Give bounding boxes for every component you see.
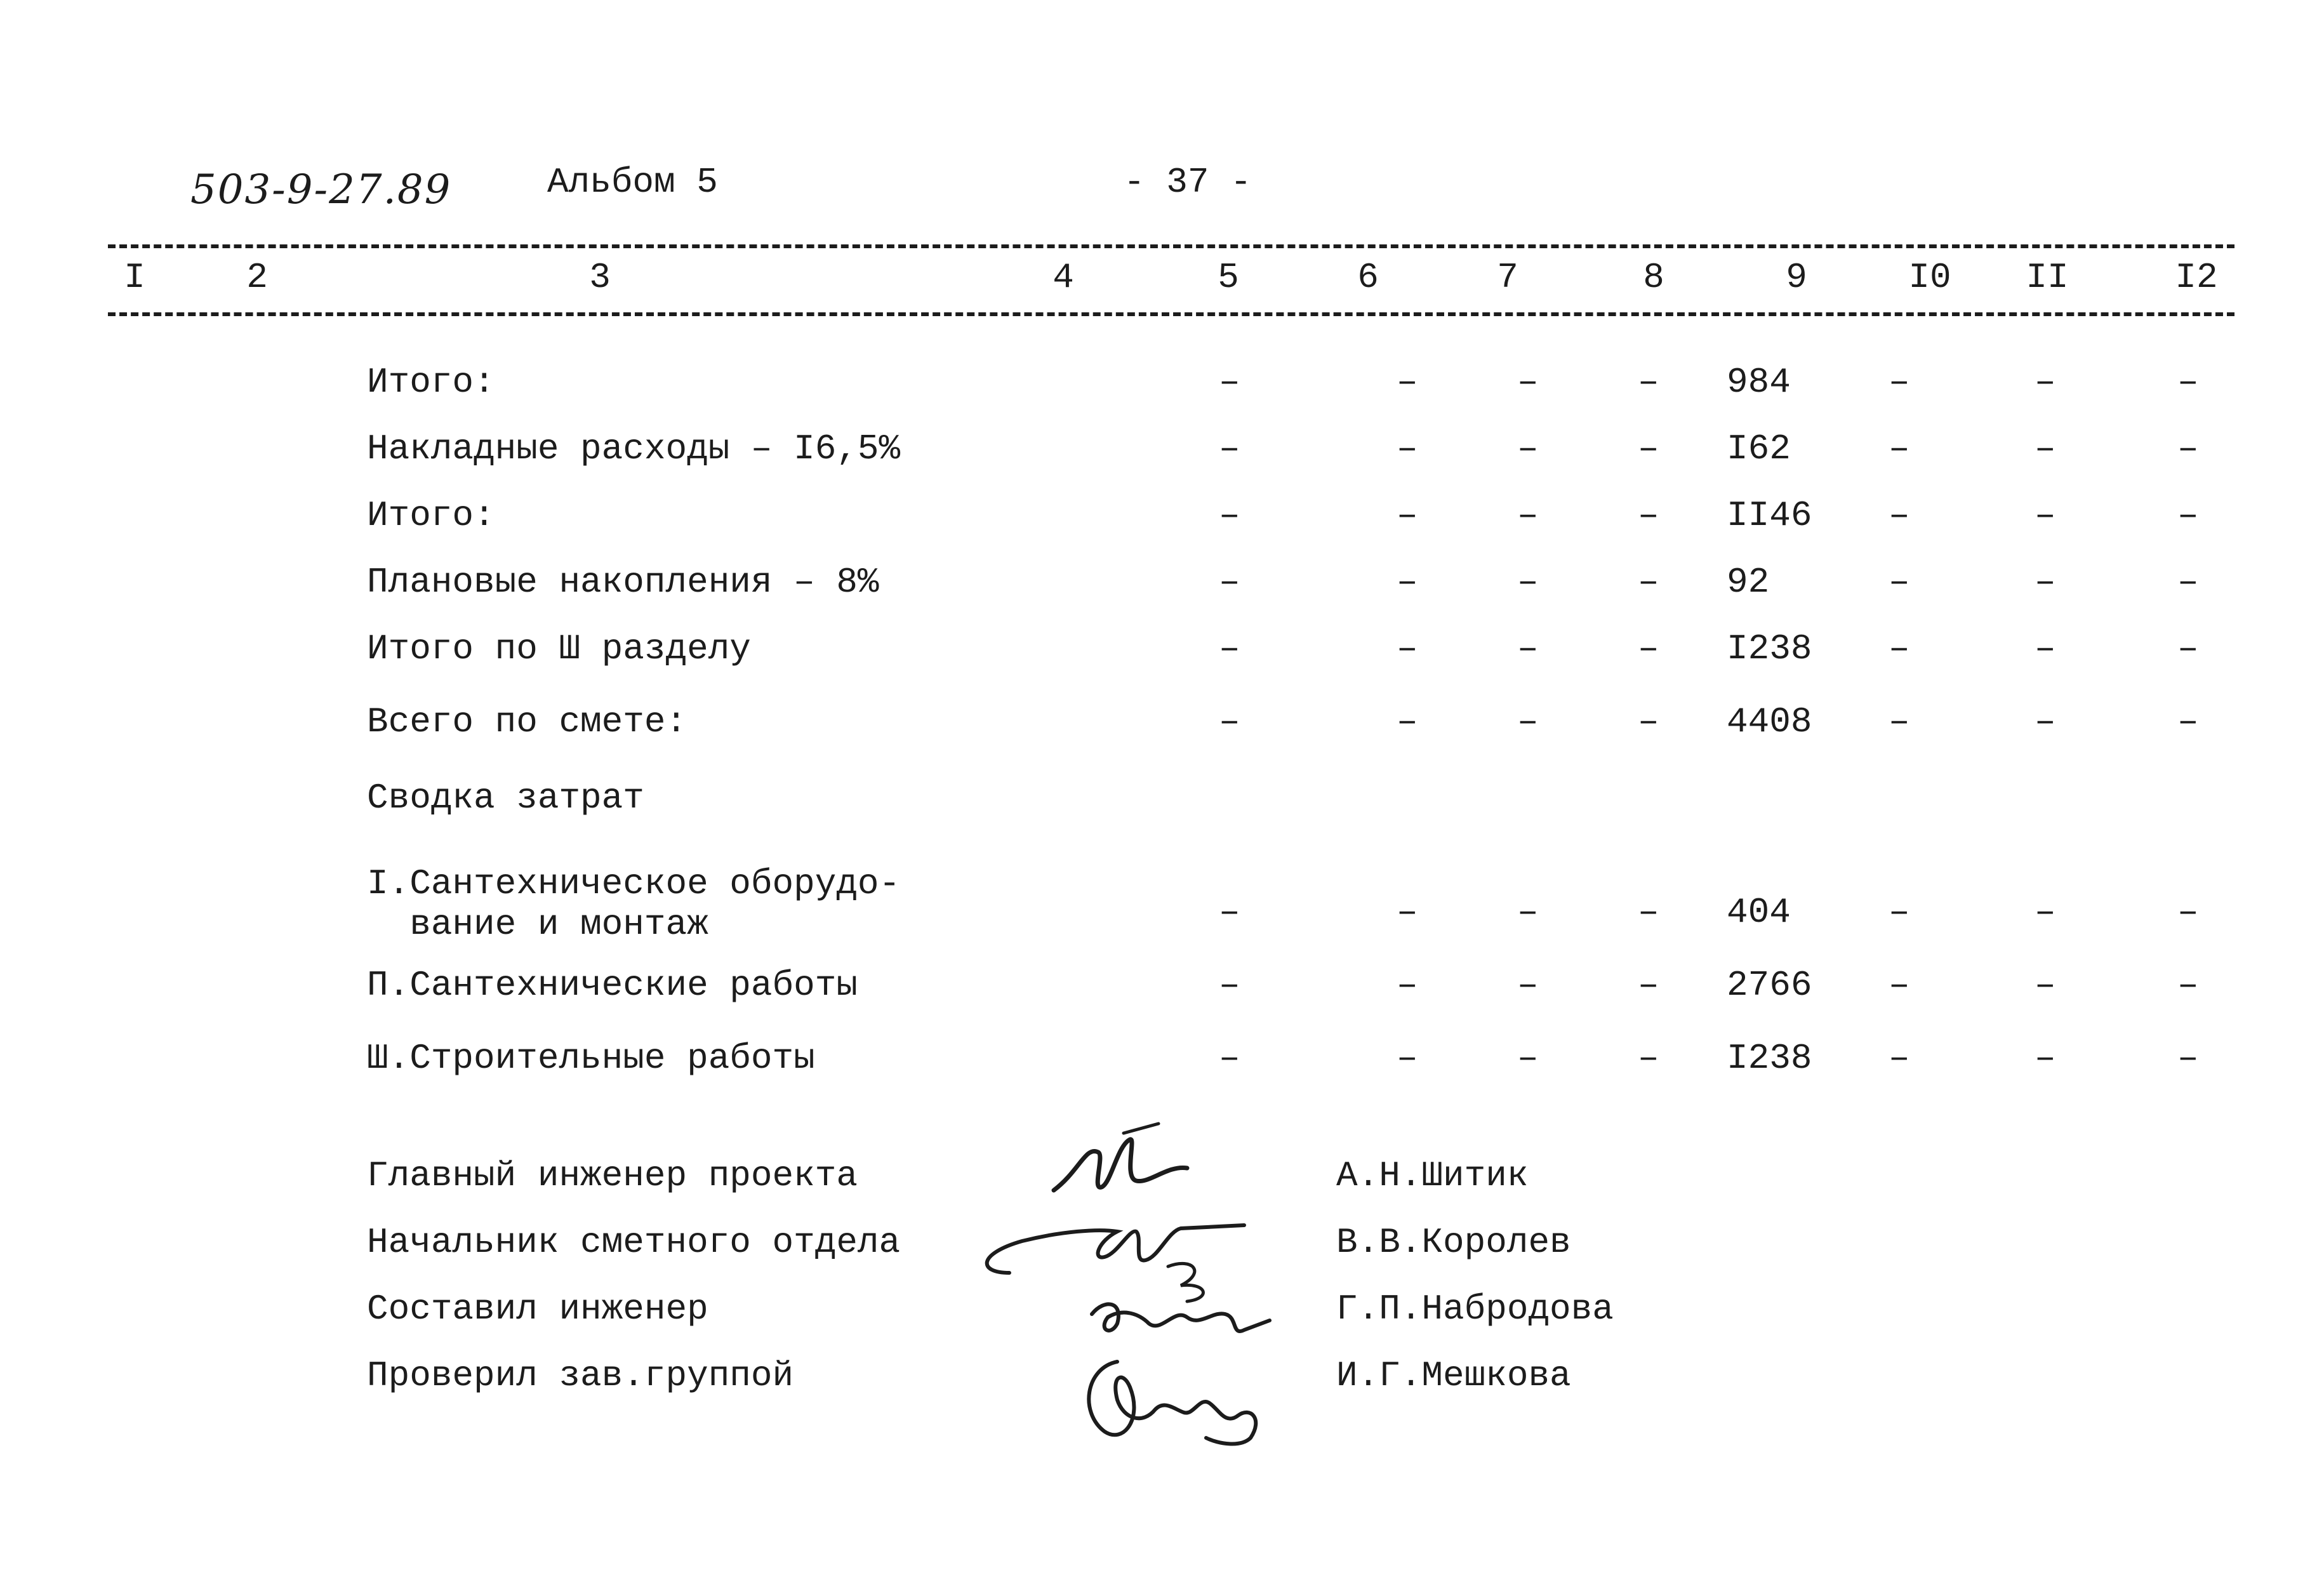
- cell-col5: –: [1219, 1038, 1240, 1079]
- col-header-3: 3: [589, 257, 611, 298]
- cell-col9: 92: [1727, 562, 1770, 602]
- cell-col7: –: [1517, 965, 1539, 1006]
- cell-col12: –: [2177, 628, 2199, 669]
- table-row: [0, 628, 2324, 686]
- cell-col5: –: [1219, 429, 1240, 469]
- cell-col9: 2766: [1727, 965, 1812, 1006]
- cell-col9: I62: [1727, 429, 1791, 469]
- cell-col11: –: [2035, 1038, 2056, 1079]
- col-header-7: 7: [1497, 257, 1518, 298]
- cell-col12: –: [2177, 429, 2199, 469]
- table-row: [0, 562, 2324, 619]
- summary-row: [0, 863, 2324, 946]
- cell-col11: –: [2035, 429, 2056, 469]
- row-label: Итого по Ш разделу: [367, 628, 751, 669]
- cell-col9: 404: [1727, 892, 1791, 933]
- cell-col5: –: [1219, 495, 1240, 536]
- col-header-1: I: [124, 257, 145, 298]
- cell-col8: –: [1638, 965, 1659, 1006]
- cell-col12: –: [2177, 701, 2199, 742]
- signature-name: А.Н.Шитик: [1336, 1155, 1529, 1196]
- cell-col10: –: [1889, 562, 1910, 602]
- cell-col11: –: [2035, 362, 2056, 402]
- signature-name: В.В.Королев: [1336, 1222, 1571, 1263]
- cell-col8: –: [1638, 1038, 1659, 1079]
- cell-col12: –: [2177, 362, 2199, 402]
- signature-role: Главный инженер проекта: [367, 1155, 858, 1196]
- cell-col6: –: [1397, 628, 1418, 669]
- cell-col10: –: [1889, 495, 1910, 536]
- col-header-9: 9: [1786, 257, 1807, 298]
- row-label: Плановые накопления – 8%: [367, 562, 879, 602]
- signature-name: Г.П.Набродова: [1336, 1289, 1614, 1329]
- cell-col5: –: [1219, 892, 1240, 933]
- cell-col8: –: [1638, 429, 1659, 469]
- handwritten-signature-3: [1079, 1254, 1289, 1349]
- cell-col10: –: [1889, 701, 1910, 742]
- cell-col10: –: [1889, 892, 1910, 933]
- cell-col6: –: [1397, 1038, 1418, 1079]
- cell-col8: –: [1638, 362, 1659, 402]
- cell-col5: –: [1219, 362, 1240, 402]
- signature-role: Составил инженер: [367, 1289, 708, 1329]
- signature-name: И.Г.Мешкова: [1336, 1355, 1571, 1396]
- cell-col10: –: [1889, 362, 1910, 402]
- row-label: I.Сантехническое оборудо- вание и монтаж: [367, 863, 901, 945]
- page-number: - 37 -: [1124, 162, 1252, 203]
- cell-col11: –: [2035, 701, 2056, 742]
- col-header-10: I0: [1908, 257, 1951, 298]
- cell-col8: –: [1638, 701, 1659, 742]
- cell-col6: –: [1397, 429, 1418, 469]
- table-row: [0, 362, 2324, 419]
- header-rule-top: [108, 244, 2234, 248]
- handwritten-signature-4: [1073, 1349, 1276, 1451]
- cell-col12: –: [2177, 1038, 2199, 1079]
- cell-col5: –: [1219, 965, 1240, 1006]
- table-row: [0, 495, 2324, 552]
- cell-col8: –: [1638, 892, 1659, 933]
- cell-col9: 4408: [1727, 701, 1812, 742]
- summary-row: [0, 1038, 2324, 1095]
- cell-col5: –: [1219, 562, 1240, 602]
- col-header-4: 4: [1052, 257, 1074, 298]
- summary-title: Сводка затрат: [367, 778, 644, 818]
- cell-col11: –: [2035, 892, 2056, 933]
- cell-col7: –: [1517, 495, 1539, 536]
- cell-col8: –: [1638, 628, 1659, 669]
- cell-col8: –: [1638, 495, 1659, 536]
- col-header-2: 2: [246, 257, 268, 298]
- cell-col11: –: [2035, 562, 2056, 602]
- cell-col9: 984: [1727, 362, 1791, 402]
- cell-col6: –: [1397, 362, 1418, 402]
- col-header-5: 5: [1218, 257, 1239, 298]
- cell-col12: –: [2177, 562, 2199, 602]
- cell-col11: –: [2035, 495, 2056, 536]
- handwritten-signature-1: [1041, 1120, 1232, 1209]
- cell-col10: –: [1889, 628, 1910, 669]
- cell-col7: –: [1517, 429, 1539, 469]
- row-label: Накладные расходы – I6,5%: [367, 429, 901, 469]
- row-label: П.Сантехнические работы: [367, 965, 858, 1006]
- cell-col7: –: [1517, 628, 1539, 669]
- signature-role: Проверил зав.группой: [367, 1355, 794, 1396]
- cell-col12: –: [2177, 892, 2199, 933]
- cell-col6: –: [1397, 892, 1418, 933]
- table-row: [0, 701, 2324, 759]
- cell-col7: –: [1517, 701, 1539, 742]
- cell-col12: –: [2177, 495, 2199, 536]
- header-rule-bottom: [108, 312, 2234, 316]
- row-label: Ш.Строительные работы: [367, 1038, 815, 1079]
- cell-col10: –: [1889, 429, 1910, 469]
- cell-col9: II46: [1727, 495, 1812, 536]
- cell-col5: –: [1219, 628, 1240, 669]
- document-code: 503-9-27.89: [190, 166, 452, 213]
- cell-col7: –: [1517, 892, 1539, 933]
- cell-col7: –: [1517, 362, 1539, 402]
- col-header-12: I2: [2175, 257, 2218, 298]
- cell-col5: –: [1219, 701, 1240, 742]
- signature-role: Начальник сметного отдела: [367, 1222, 901, 1263]
- cell-col11: –: [2035, 965, 2056, 1006]
- cell-col6: –: [1397, 562, 1418, 602]
- album-label: Альбом 5: [547, 162, 718, 203]
- cell-col7: –: [1517, 562, 1539, 602]
- summary-row: [0, 965, 2324, 1022]
- row-label: Всего по смете:: [367, 701, 687, 742]
- cell-col6: –: [1397, 965, 1418, 1006]
- cell-col10: –: [1889, 965, 1910, 1006]
- cell-col6: –: [1397, 495, 1418, 536]
- cell-col11: –: [2035, 628, 2056, 669]
- cell-col6: –: [1397, 701, 1418, 742]
- col-header-8: 8: [1643, 257, 1664, 298]
- cell-col9: I238: [1727, 1038, 1812, 1079]
- row-label: Итого:: [367, 495, 495, 536]
- cell-col12: –: [2177, 965, 2199, 1006]
- col-header-6: 6: [1357, 257, 1379, 298]
- cell-col10: –: [1889, 1038, 1910, 1079]
- cell-col7: –: [1517, 1038, 1539, 1079]
- cell-col9: I238: [1727, 628, 1812, 669]
- cell-col8: –: [1638, 562, 1659, 602]
- col-header-11: II: [2026, 257, 2069, 298]
- row-label: Итого:: [367, 362, 495, 402]
- table-row: [0, 429, 2324, 486]
